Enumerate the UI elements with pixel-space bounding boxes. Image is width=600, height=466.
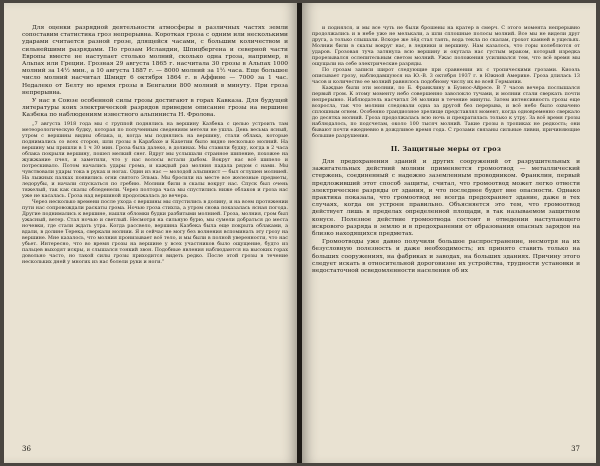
- right-page: [302, 3, 596, 463]
- paragraph: и поднялся, и мы все чуть не были брошены на кратер в смерч. С этого момента непрерывно продолжались и в небе уже не мелькали, а шли сплошные полосы молний. Все мы не видели друг друга, а только слышали. Вскоре же лёд стал таять, вода текла по скалам, грохот камней в ущельях. Молнии били в скалы вокруг нас, в ледники и вершину. Нам казалось, что горы колеблются от ударов. Грозовая туча затянула всю вершину и окутала нас густым мраком, который изредка прорезывался ослепительным светом молний. Ужас положения усиливался тем, что всё время мы ощущали на себе электрические разряды.: [312, 25, 580, 67]
- page-number: 36: [22, 445, 31, 453]
- paragraph: У нас в Союзе особенной силы грозы достигают в горах Кавказа. Для будущей литературы коих электрической разрядов приведем описание грозы на вершине Казбека по наблюдениям известного альпиниста Н. Фролова.: [22, 98, 288, 119]
- paragraph: Каждые были эти молнии, по Б. Франклину в Буэнос-Айресе. В 7 часов вечера послышался первый гром. К этому моменту небо совершенно заволокло тучами, и молнии стали сверкать почти непрерывно. Наблюдатель насчитал 34 молнии в течение минуты. Затем интенсивность грозы еще возросла, так что молнии следовали одна за другой без перерыва, и всё небо было охвачено сплошным огнем. Особенно грандиозное зрелище представлял момент, когда одновременно сверкало до десятка молний. Гроза продолжалась всю ночь и прекратилась только к утру. За всё время грозы наблюдалось, по подсчетам, около 100 тысяч молний. Такие грозы в тропиках не редкость; они бывают почти ежедневно в дождливое время года. С грозами связаны сильные ливни, причиняющие большие разрушения.: [312, 85, 580, 139]
- section-heading: II. Защитные меры от гроз: [390, 145, 502, 153]
- left-page: [4, 3, 298, 463]
- quotation: „7 августа 1918 года мы с группой поднялись на вершину Казбека с целью устроить там метеорологическую будку, которая по полученным сведениям метели не ушла. День весьма ясный, утром с вершины видны облака, и, когда мы поднялись на вершину, стали облака, которые поднимались со всех сторон, шли грозы в Карабахе и Кахетии было видно несколько молний. На вершину мы пришли в 1 ч 30 мин. Гроза была далеко, в долинах. Мы ставили будку, когда в 2 часа облака покрыли вершину, пошел мелкий снег. Вдруг мы услышали странное шипение, похожее на жужжание пчел, и заметили, что у нас волосы встали дыбом. Вокруг нас всё шипело и потрескивало. Потом начались удары грома, и каждый раз молния падала рядом с нами. Мы чувствовали удары тока в руках и ногах. Один из нас — молодой альпинист — был оглушен молнией. На лыжных палках появились огни святого Эльма. Мы бросили на месте все железные предметы, ледорубы, и начали спускаться по гребню. Молнии били в скалы вокруг нас. Спуск был очень тяжелый, так как скалы обледенели. Через полтора часа мы спустились ниже облаков и гроза нас уже не касалась. Гроза над вершиной продолжалась до вечера.: [22, 120, 288, 199]
- paragraph: Громоотводы уже давно получили большое распространение, несмотря на их безусловную полезность и даже необходимость; их принято ставить только на больших сооружениях, на фабриках и заводах, на больших зданиях. Причину этого следует искать в относительной дороговизне их устройства, трудности установки и недостаточной осведомленности населения об их: [312, 239, 580, 275]
- paragraph: По грозам записи широт следующие при сравнении их с тропическими грозами. Киоэль описывает грозу, наблюдавшуюся на Ю.-В. 3 октября 1937 г. в Южной Америке. Гроза длилась 13 часов и количество ее молний равнялось подобному числу их во всей Германии.: [312, 67, 580, 85]
- quotation: Через несколько времени после ухода с вершины мы спустились в долину, и на всем протяжении пути нас сопровождали раскаты грома. Ночью гроза стихла, а утром снова показалась ясная погода. Другие поднимались к вершине, нашли обломки будки разбитыми молнией. Гроза, молния, гром был ужасный, ветер. Стал ночью и светлый. Несмотря на сильную бурю, мы сумели добраться до места ночевки, где стали ждать утра. Когда рассвело, вершина Казбека была еще покрыта облаками, а вдали, в долине Терека, сверкали молнии. Я и сейчас не могу без волнения вспоминать эту грозу на вершине. Мне казалось, что молния пронизывает всё тело, и мы были в полной уверенности, что нас убьет. Интересно, что во время грозы на вершине у всех участников было ощущение, будто из пальцев выходят искры, и слышался тонкий звон. Подобные явления наблюдаются на высоких горах довольно часто, но такой силы грозы приходится видеть редко. После этой грозы в течение нескольких дней у многих из нас болели руки и ноги.“: [22, 198, 288, 265]
- paragraph: Для предохранения зданий и других сооружений от разрушительных и зажигательных действий молнии применяется громоотвод — металлический стержень, соединенный с надежно заземленным проводником. Франклин, первый предложивший этот способ защиты, считал, что громоотвод может легко отвести электрические разряды от здания, и что последнее будет вне опасности. Однако практика показала, что громоотвод не всегда предохраняет здание, даже в тех случаях, когда он устроен правильно. Объясняется это тем, что громоотвод действует лишь в пределах определенной площади, в так называемом защитном конусе. Полезное действие громоотвода состоит в отведении наступающего искрового разряда в землю и в предохранении от образования опасных зарядов на близко находящихся предметах.: [312, 159, 580, 238]
- book-spread: [4, 3, 596, 463]
- page-number: 37: [571, 445, 580, 453]
- paragraph: Для оценки разрядной деятельности атмосферы в различных частях земли сопоставим статистика гроз непрерывна. Короткая гроза с одним или несколькими ударами считается разной грозе, длящейся часами, с большим количеством и сильнейшими разрядами. По грозам Исландии, Шпицбергена и северной части Европы вместе не наступает столько молний, сколько одна гроза, например, в Альпах или Греции. Грозная 29 августа 1865 г. насчитала 30 грозы в Альпах 1000 молний за 14½ мин., а 10 августа 1887 г. — 8000 молний за 1½ часа. Еще большее число молний насчитал Шмидт 6 октября 1864 г. в Аффине — 7000 за 1 час. Недалеко от Белту во время грозы в Бенгалии 800 молний в минуту. При гроза непрерывна.: [22, 25, 288, 96]
